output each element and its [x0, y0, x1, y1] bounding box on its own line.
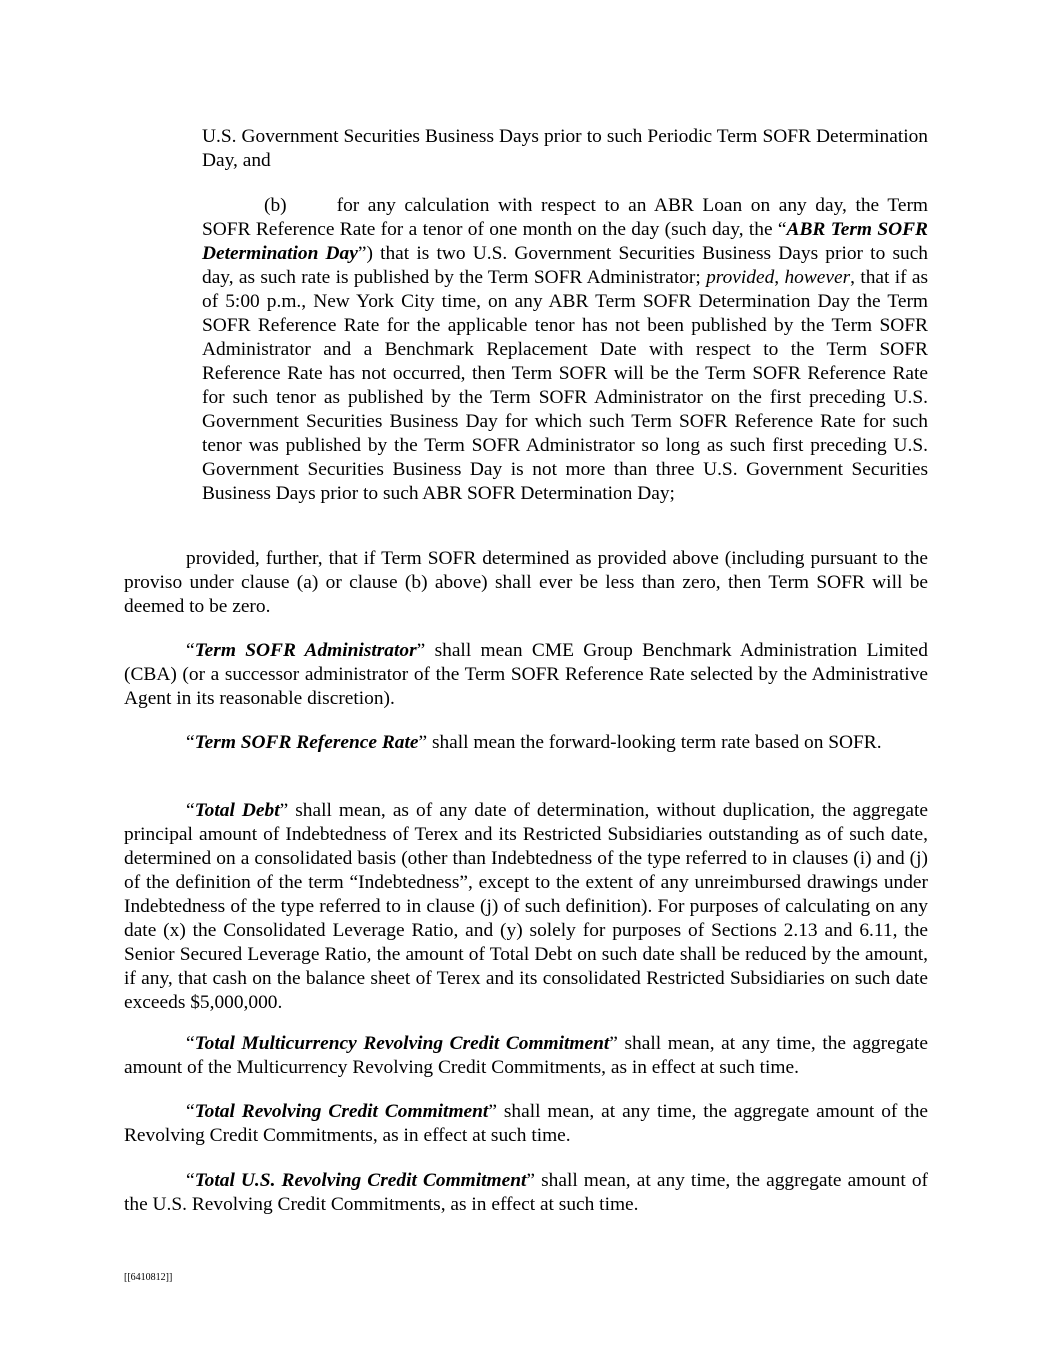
paragraph-text: for any calculation with respect to an ABR Loan on any day, the Term SOFR Reference Rate for a tenor of one month on the day (such day, the “ — [202, 195, 928, 240]
open-quote: “ — [186, 1101, 195, 1122]
definition-text: ” shall mean, as of any date of determination, without duplication, the aggregate principal amount of Indebtedness of Terex and its Restricted Subsidiaries outstanding as of such date, determined on a consolidated basis (other than Indebtedness of the type referred to in clauses (i) and (j) of the definition of the term “Indebtedness”, except to the extent of any unreimbursed drawings under Indebtedness of the type referred to in clause (j) of such definition). For purposes of calculating on any date (x) the Consolidated Leverage Ratio, and (y) solely for purposes of Sections 2.13 and 6.11, the Senior Secured Leverage Ratio, the amount of Total Debt on such date shall be reduced by the amount, if any, that cash on the balance sheet of Terex and its consolidated Restricted Subsidiaries on such date exceeds $5,000,000. — [124, 800, 928, 1013]
defined-term: Total Revolving Credit Commitment — [194, 1101, 489, 1122]
definition-total-us-revolving-credit-commitment — [124, 1169, 928, 1217]
defined-term: Term SOFR Administrator — [194, 640, 417, 661]
italic-word: provided — [706, 267, 775, 288]
open-quote: “ — [186, 800, 195, 821]
italic-word: however — [784, 267, 851, 288]
definition-text: ” shall mean the forward-looking term rate based on SOFR. — [418, 732, 882, 753]
paragraph-clause-b — [202, 194, 928, 506]
open-quote: “ — [186, 640, 195, 661]
defined-term: Term SOFR Reference Rate — [194, 732, 419, 753]
defined-term: Total U.S. Revolving Credit Commitment — [194, 1170, 527, 1191]
definition-text: ” shall mean CME Group Benchmark Administration Limited (CBA) (or a successor administrator of the Term SOFR Reference Rate selected by the Administrative Agent in its reasonable discretion). — [124, 640, 928, 709]
paragraph-continuation — [202, 125, 928, 173]
paragraph-text: ”) that is two U.S. Government Securities Business Days prior to such day, as such rate is published by the Term SOFR Administrator; — [202, 243, 928, 288]
definition-total-revolving-credit-commitment — [124, 1100, 928, 1148]
defined-term: Total Debt — [194, 800, 280, 821]
open-quote: “ — [186, 732, 195, 753]
definition-total-debt — [124, 799, 928, 1015]
defined-term: Total Multicurrency Revolving Credit Commitment — [194, 1033, 610, 1054]
definition-text: ” shall mean, at any time, the aggregate amount of the U.S. Revolving Credit Commitments, as in effect at such time. — [124, 1170, 928, 1215]
document-footer-id: [[6410812]] — [124, 1272, 173, 1283]
punctuation: , — [774, 267, 785, 288]
definition-total-multicurrency-revolving-credit-commitment — [124, 1032, 928, 1080]
definition-text: ” shall mean, at any time, the aggregate amount of the Multicurrency Revolving Credit Commitments, as in effect at such time. — [124, 1033, 928, 1078]
paragraph-text: provided, further, that if Term SOFR determined as provided above (including pursuant to the proviso under clause (a) or clause (b) above) shall ever be less than zero, then Term SOFR will be deemed to be zero. — [124, 548, 928, 617]
definition-text: ” shall mean, at any time, the aggregate amount of the Revolving Credit Commitments, as in effect at such time. — [124, 1101, 928, 1146]
paragraph-proviso — [124, 547, 928, 619]
clause-label: (b) — [264, 195, 287, 216]
paragraph-text: U.S. Government Securities Business Days prior to such Periodic Term SOFR Determination Day, and — [202, 126, 928, 171]
definition-term-sofr-administrator — [124, 639, 928, 711]
open-quote: “ — [186, 1170, 195, 1191]
paragraph-text: , that if as of 5:00 p.m., New York City time, on any ABR Term SOFR Determination Day the Term SOFR Reference Rate for the applicable tenor has not been published by the Term SOFR Administrator and a Benchmark Replacement Date with respect to the Term SOFR Reference Rate has not occurred, then Term SOFR will be the Term SOFR Reference Rate for such tenor as published by the Term SOFR Administrator on the first preceding U.S. Government Securities Business Day for which such Term SOFR Reference Rate for such tenor was published by the Term SOFR Administrator so long as such first preceding U.S. Government Securities Business Day is not more than three U.S. Government Securities Business Days prior to such ABR SOFR Determination Day; — [202, 267, 929, 504]
open-quote: “ — [186, 1033, 195, 1054]
definition-term-sofr-reference-rate — [124, 731, 928, 755]
defined-term: ABR Term SOFR Determination Day — [202, 219, 928, 264]
